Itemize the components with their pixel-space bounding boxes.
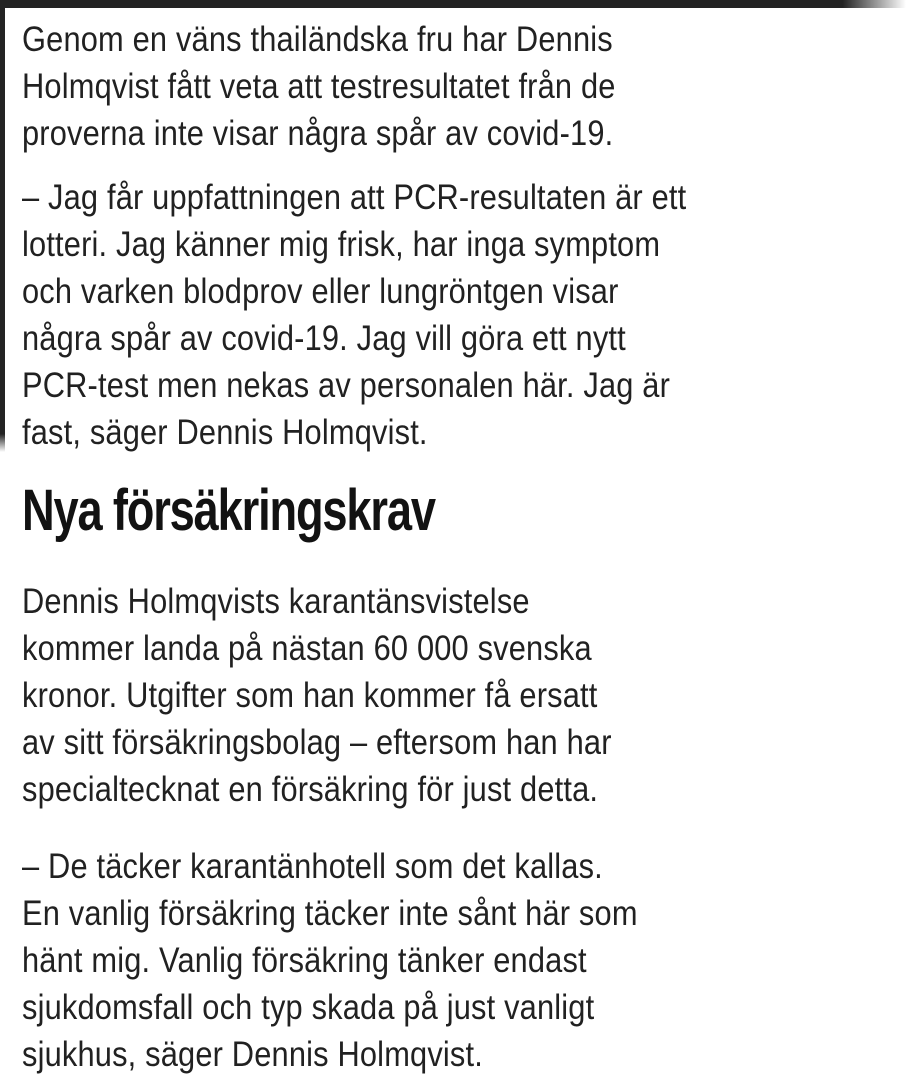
text-line: av sitt försäkringsbolag – eftersom han har bbox=[22, 723, 612, 762]
text-line: specialtecknat en försäkring för just detta. bbox=[22, 770, 599, 809]
text-line: kronor. Utgifter som han kommer få ersatt bbox=[22, 676, 598, 715]
text-line: och varken blodprov eller lungröntgen visar bbox=[22, 272, 619, 311]
text-line: – Jag får uppfattningen att PCR-resultaten är ett bbox=[22, 178, 687, 217]
text-line: sjukhus, säger Dennis Holmqvist. bbox=[22, 1035, 483, 1074]
paragraph-quote-pcr bbox=[22, 174, 906, 456]
text-line: PCR-test men nekas av personalen här. Jag är bbox=[22, 366, 671, 405]
text-line: lotteri. Jag känner mig frisk, har inga symptom bbox=[22, 225, 661, 264]
paragraph-insurance-cost bbox=[22, 578, 906, 813]
paragraph-quote-insurance bbox=[22, 843, 906, 1078]
text-line: – De täcker karantänhotell som det kallas. bbox=[22, 847, 603, 886]
text-line: några spår av covid-19. Jag vill göra ett nytt bbox=[22, 319, 626, 358]
text-line: Dennis Holmqvists karantänsvistelse bbox=[22, 582, 530, 621]
text-line: proverna inte visar några spår av covid-19. bbox=[22, 114, 614, 153]
text-line: Genom en väns thailändska fru har Dennis bbox=[22, 20, 613, 59]
text-line: kommer landa på nästan 60 000 svenska bbox=[22, 629, 592, 668]
paragraph-intro bbox=[22, 16, 906, 157]
text-line: Holmqvist fått veta att testresultatet från de bbox=[22, 67, 616, 106]
text-line: En vanlig försäkring täcker inte sånt här som bbox=[22, 894, 638, 933]
text-line: sjukdomsfall och typ skada på just vanligt bbox=[22, 988, 595, 1027]
text-line: fast, säger Dennis Holmqvist. bbox=[22, 413, 428, 452]
text-line: hänt mig. Vanlig försäkring tänker endast bbox=[22, 941, 587, 980]
section-heading: Nya försäkringskrav bbox=[22, 478, 435, 543]
